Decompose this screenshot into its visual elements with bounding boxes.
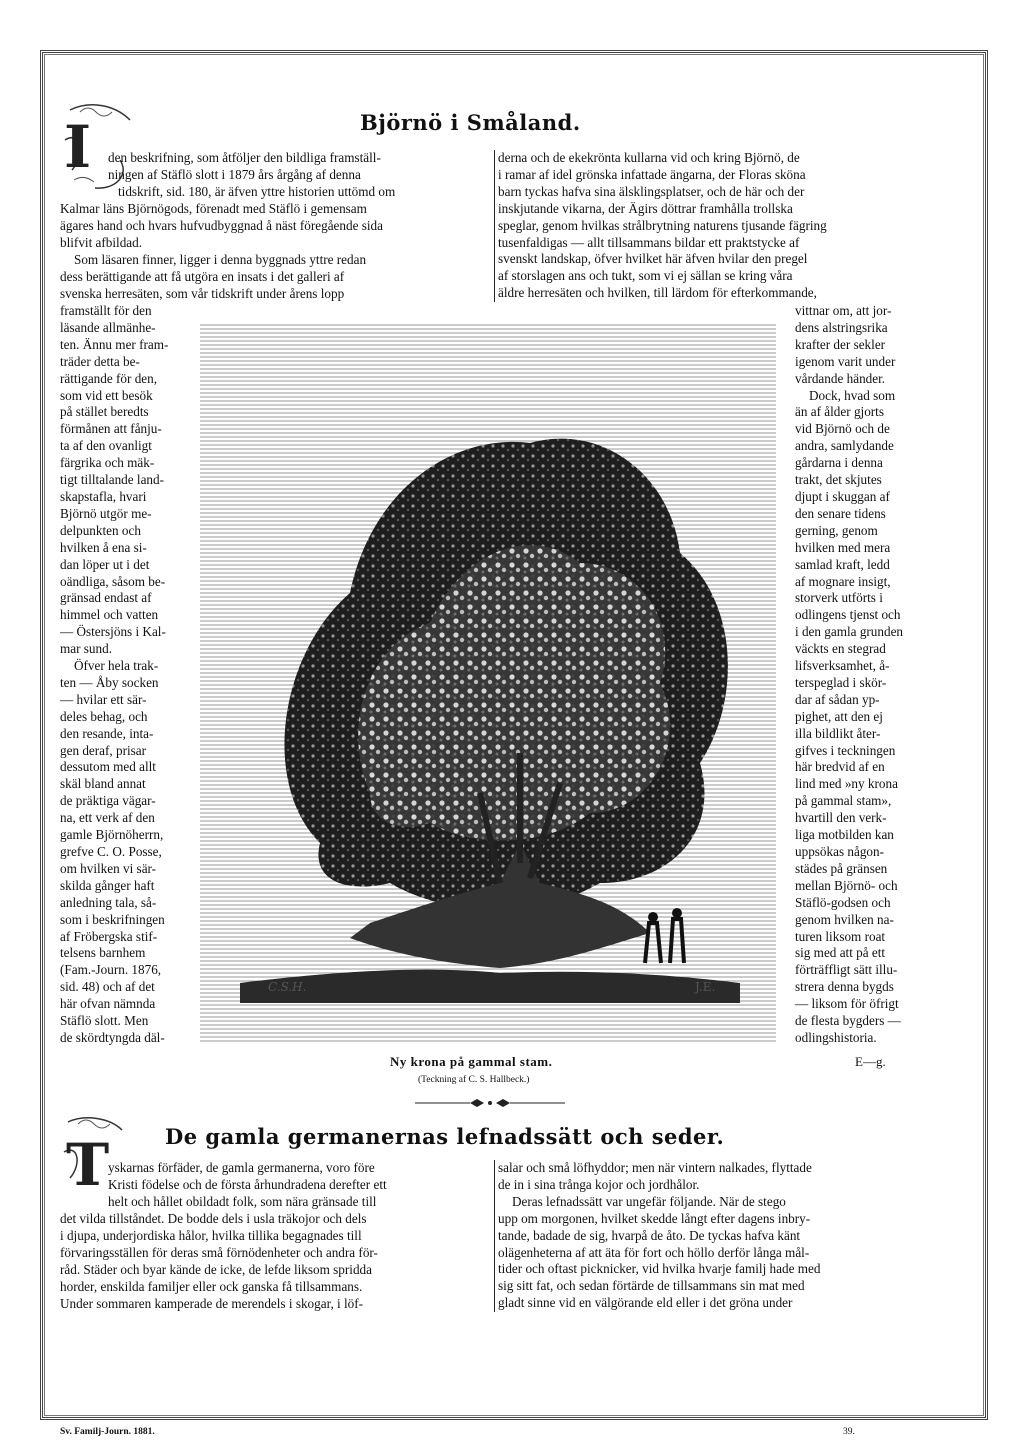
article-title-germaner: De gamla germanernas lefnadssätt och seder.: [165, 1124, 725, 1149]
text-line: trakt, det skjutes: [795, 472, 882, 488]
text-line: horder, enskilda familjer eller ock ganska få tillsammans.: [60, 1278, 363, 1294]
engraver-monogram-right: J.E.: [695, 980, 716, 994]
text-line: sig sitt fat, och sedan förtärde de tillsammans sin mat med: [498, 1278, 805, 1294]
text-line: tidskrift, sid. 180, är äfven yttre historien uttömd om: [118, 183, 396, 199]
text-line: inskjutande vikarna, der Ägirs döttrar framhålla trollska: [498, 200, 793, 216]
text-line: i djupa, underjordiska hålor, hvilka tillika begagnades till: [60, 1227, 362, 1243]
text-line: andra, samlydande: [795, 438, 894, 454]
text-line: råd. Städer och byar kände de icke, de lefde liksom spridda: [60, 1261, 372, 1277]
text-line: dess berättigande att få utgöra en insats i det galleri af: [60, 268, 345, 284]
text-line: sig med att på ett: [795, 945, 886, 961]
text-line: svenska herresäten, som vår tidskrift under årens lopp: [60, 285, 345, 301]
text-line: som i beskrifningen: [60, 911, 165, 927]
text-line: Under sommaren kamperade de merendels i skogar, i löf-: [60, 1295, 364, 1311]
text-line: väckts en stegrad: [795, 641, 886, 657]
drop-cap-initial: T: [66, 1131, 110, 1199]
text-line: na, ett verk af den: [60, 810, 155, 826]
text-line: ten — Åby socken: [60, 674, 159, 690]
text-line: — Östersjöns i Kal-: [60, 624, 166, 640]
text-line: skäl bland annat: [60, 776, 146, 792]
text-line: dar af sådan yp-: [795, 691, 880, 707]
text-line: förträffligt sätt illu-: [795, 962, 898, 978]
text-line: (Fam.-Journ. 1876,: [60, 962, 162, 978]
text-line: på stället beredts: [60, 404, 149, 420]
section-separator-ornament-icon: [415, 1096, 565, 1110]
text-line: vårdande händer.: [795, 370, 886, 386]
article1-intro: [108, 150, 486, 201]
tree-engraving-illustration: [200, 323, 776, 1044]
text-line: gladt sinne vid en välgörande eld eller i det gröna under: [498, 1295, 793, 1311]
text-line: i den gamla grunden: [795, 624, 904, 640]
text-line: Björnö utgör me-: [60, 505, 152, 521]
text-line: skapstafla, hvari: [60, 488, 147, 504]
text-line: gränsad endast af: [60, 590, 152, 606]
text-line: pighet, att den ej: [795, 708, 883, 724]
article1-right-narrow-column: [795, 303, 923, 1047]
text-line: städes på gränsen: [795, 860, 888, 876]
text-line: svenskt landskap, öfver hvilket här äfven hvilar den pregel: [498, 251, 808, 267]
footer-journal-name: Sv. Familj-Journ. 1881.: [60, 1427, 155, 1437]
text-line: ningen af Stäflö slott i 1879 års årgång af denna: [108, 166, 361, 182]
text-line: träder detta be-: [60, 353, 140, 369]
text-line: helt och hållet obildadt folk, som nära gränsade till: [108, 1193, 377, 1209]
text-line: läsande allmänhe-: [60, 319, 156, 335]
text-line: blifvit afbildad.: [60, 234, 143, 250]
artist-monogram-left: C.S.H.: [268, 980, 307, 994]
article2-left-column: [60, 1211, 486, 1312]
text-line: salar och små löfhyddor; men när vintern nalkades, flyttade: [498, 1160, 812, 1175]
text-line: hvilken å ena si-: [60, 539, 147, 555]
text-line: om hvilken vi sär-: [60, 860, 157, 876]
text-line: Som läsaren finner, ligger i denna byggnads yttre redan: [74, 251, 367, 267]
text-line: illa bildlikt åter-: [795, 725, 881, 741]
text-line: strera denna bygds: [795, 979, 894, 995]
text-line: genom hvilken na-: [795, 911, 894, 927]
text-line: Kalmar läns Björnögods, förenadt med Stäflö i gemensam: [60, 201, 367, 216]
text-line: dessutom med allt: [60, 759, 156, 775]
text-line: lind med »ny krona: [795, 776, 898, 792]
text-line: igenom varit under: [795, 353, 896, 369]
text-line: af mognare insigt,: [795, 573, 891, 589]
text-line: Öfver hela trak-: [74, 658, 159, 674]
text-line: vid Björnö och de: [795, 421, 890, 437]
text-line: odlingens tjenst och: [795, 607, 901, 623]
text-line: — hvilar ett sär-: [60, 691, 147, 707]
text-line: skilda gånger haft: [60, 877, 155, 893]
illustration-caption: Ny krona på gammal stam.: [390, 1054, 553, 1069]
text-line: den resande, inta-: [60, 725, 154, 741]
text-line: framställt för den: [60, 303, 152, 318]
text-line: rättigande för den,: [60, 370, 158, 386]
article1-intro-cont: [60, 201, 486, 302]
text-line: de in i sina trånga kojor och jordhålor.: [498, 1176, 700, 1192]
text-line: anledning tala, så-: [60, 894, 157, 910]
text-line: himmel och vatten: [60, 607, 159, 623]
text-line: — liksom för öfrigt: [795, 996, 899, 1012]
text-line: liga motbilden kan: [795, 827, 894, 843]
article-signature: E—g.: [855, 1054, 886, 1069]
text-line: tande, badade de sig, hvarpå de åto. De tyckas hafva känt: [498, 1227, 801, 1243]
text-line: upp om morgonen, hvilket skedde långt efter dagens inbry-: [498, 1210, 811, 1226]
text-line: Kristi födelse och de första århundradena derefter ett: [108, 1176, 387, 1192]
text-line: uppsökas någon-: [795, 844, 885, 859]
text-line: dens alstringsrika: [795, 319, 888, 335]
text-line: speglar, genom hvilkas strålbrytning naturens tjusande fägring: [498, 217, 827, 233]
text-line: tigt tilltalande land-: [60, 472, 165, 488]
text-line: Dock, hvad som: [809, 387, 896, 403]
text-line: den beskrifning, som åtföljer den bildliga framställ-: [108, 150, 381, 165]
article1-left-narrow-column: [60, 303, 195, 1047]
text-line: gamle Björnöherrn,: [60, 827, 164, 843]
text-line: som vid ett besök: [60, 387, 153, 403]
text-line: hvilken med mera: [795, 539, 891, 555]
text-line: djupt i skuggan af: [795, 488, 890, 504]
text-line: färgrika och mäk-: [60, 455, 155, 471]
text-line: Stäflö slott. Men: [60, 1013, 149, 1029]
text-line: delpunkten och: [60, 522, 141, 538]
text-line: telsens barnhem: [60, 945, 146, 961]
text-line: de präktiga vägar-: [60, 793, 156, 809]
text-line: tider och oftast picknicker, vid hvilka hvarje familj hade med: [498, 1261, 821, 1277]
text-line: yskarnas förfäder, de gamla germanerna, voro före: [108, 1160, 375, 1175]
text-line: derna och de ekekrönta kullarna vid och kring Björnö, de: [498, 150, 800, 165]
text-line: lifsverksamhet, å-: [795, 658, 890, 674]
text-line: tusenfaldigas — allt tillsammans bildar ett praktstycke af: [498, 234, 800, 250]
text-line: den senare tidens: [795, 505, 886, 521]
drop-cap-initial: I: [64, 113, 92, 181]
text-line: förmånen att fånju-: [60, 421, 162, 437]
text-line: ta af den ovanligt: [60, 438, 152, 454]
article1-right-column: [498, 150, 922, 302]
text-line: grefve C. O. Posse,: [60, 844, 162, 859]
text-line: det vilda tillståndet. De bodde dels i usla träkojor och dels: [60, 1211, 367, 1226]
text-line: de skördtyngda däl-: [60, 1029, 165, 1045]
text-line: barn tyckas hafva sina älsklingsplatser, och de här och der: [498, 183, 805, 199]
text-line: turen liksom roat: [795, 928, 886, 944]
text-line: odlingshistoria.: [795, 1029, 877, 1045]
text-line: Deras lefnadssätt var ungefär följande. När de stego: [512, 1193, 786, 1209]
text-line: deles behag, och: [60, 708, 148, 724]
column-rule: [494, 150, 495, 302]
text-line: mellan Björnö- och: [795, 877, 898, 893]
text-line: gerning, genom: [795, 522, 878, 538]
text-line: gårdarna i denna: [795, 455, 883, 471]
text-line: på gammal stam»,: [795, 793, 892, 809]
text-line: i ramar af idel grönska infattade ängarna, der Floras sköna: [498, 166, 806, 182]
article2-left-column-top: [108, 1160, 486, 1211]
text-line: förvaringsställen för deras små förnödenheter och andra för-: [60, 1244, 378, 1260]
text-line: äldre herresäten och hvilken, till lärdom för efterkommande,: [498, 285, 817, 301]
text-line: dan löper ut i det: [60, 556, 150, 572]
column-rule: [494, 1160, 495, 1312]
text-line: gifves i teckningen: [795, 742, 896, 758]
text-line: olägenheterna af att äta för fort och höllo derför långa mål-: [498, 1244, 810, 1260]
text-line: ägares hand och hvars hufvudbyggnad å näst föregående sida: [60, 217, 383, 233]
text-line: krafter der sekler: [795, 336, 886, 352]
text-line: Stäflö-godsen och: [795, 894, 891, 910]
text-line: terspeglad i skör-: [795, 674, 887, 690]
text-line: storverk utförts i: [795, 590, 883, 606]
text-line: de flesta bygders —: [795, 1013, 901, 1029]
footer-page-number: 39.: [843, 1427, 855, 1437]
text-line: mar sund.: [60, 641, 113, 657]
text-line: af Fröbergska stif-: [60, 928, 158, 944]
text-line: ten. Ännu mer fram-: [60, 336, 169, 352]
text-line: sid. 48) och af det: [60, 979, 155, 995]
article-title-bjorno: Björnö i Småland.: [360, 110, 581, 135]
text-line: här bredvid af en: [795, 759, 885, 775]
text-line: gen deraf, prisar: [60, 742, 147, 758]
text-line: oändliga, såsom be-: [60, 573, 166, 589]
illustration-credit: (Teckning af C. S. Hallbeck.): [418, 1075, 530, 1085]
article2-right-column: [498, 1160, 922, 1312]
text-line: af storslagen ans och tukt, som vi ej sällan se kring våra: [498, 268, 793, 284]
text-line: samlad kraft, ledd: [795, 556, 890, 572]
text-line: vittnar om, att jor-: [795, 303, 892, 318]
text-line: här ofvan nämnda: [60, 996, 156, 1012]
text-line: än af ålder gjorts: [795, 404, 884, 420]
text-line: hvartill den verk-: [795, 810, 887, 826]
